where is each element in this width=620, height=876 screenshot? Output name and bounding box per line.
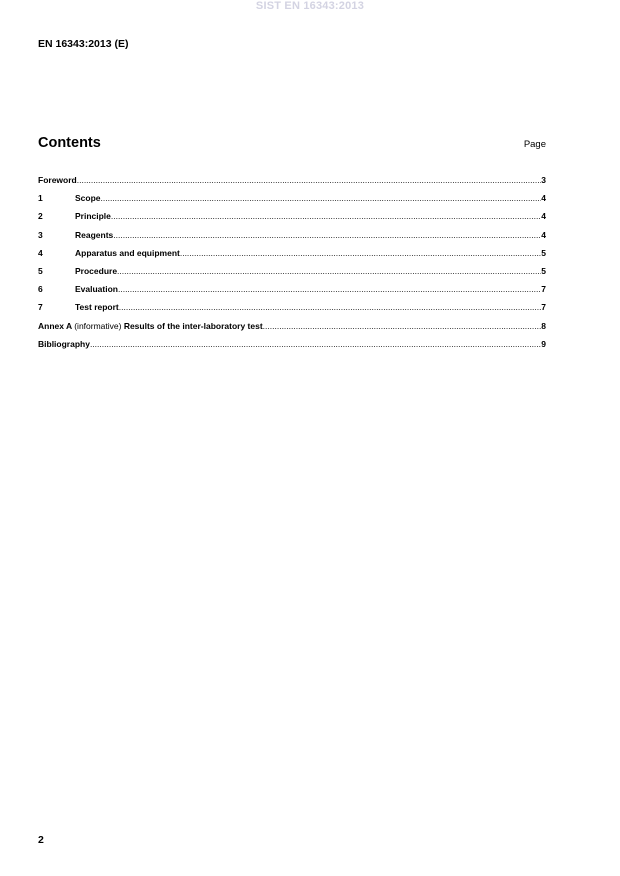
toc-entry-page: 4 bbox=[541, 193, 546, 204]
page-number: 2 bbox=[38, 834, 44, 846]
annex-title: Results of the inter-laboratory test bbox=[123, 320, 263, 331]
toc-entry-title: Test report bbox=[75, 302, 119, 313]
toc-entry-reagents[interactable] bbox=[38, 230, 546, 248]
toc-entry-title: Principle bbox=[75, 211, 111, 222]
annex-note: (informative) bbox=[74, 320, 124, 331]
toc-entry-apparatus[interactable] bbox=[38, 248, 546, 266]
annex-prefix: Annex A bbox=[38, 320, 75, 331]
toc-entry-number: 4 bbox=[38, 247, 43, 258]
toc-entry-page: 7 bbox=[541, 302, 546, 313]
toc-entry-number: 3 bbox=[38, 229, 43, 240]
dot-leader bbox=[263, 321, 542, 331]
toc-entry-scope[interactable] bbox=[38, 193, 546, 211]
toc-entry-title: Evaluation bbox=[75, 284, 118, 295]
document-id: EN 16343:2013 (E) bbox=[38, 38, 129, 50]
toc-entry-bibliography[interactable] bbox=[38, 339, 546, 357]
toc-entry-principle[interactable] bbox=[38, 211, 546, 229]
toc-entry-title: Foreword bbox=[38, 175, 77, 185]
toc-entry-page: 8 bbox=[541, 320, 546, 331]
dot-leader bbox=[180, 248, 541, 258]
toc-entry-number: 2 bbox=[38, 211, 43, 222]
dot-leader bbox=[119, 302, 541, 312]
toc-entry-title: Procedure bbox=[75, 265, 118, 276]
contents-heading: Contents bbox=[38, 135, 101, 151]
toc-entry-page: 5 bbox=[541, 247, 546, 258]
dot-leader bbox=[90, 339, 541, 349]
toc-entry-annex-a[interactable] bbox=[38, 321, 546, 339]
toc-entry-number: 7 bbox=[38, 302, 43, 313]
toc-entry-foreword[interactable] bbox=[38, 175, 546, 193]
toc-entry-number: 5 bbox=[38, 265, 43, 276]
toc-entry-page: 7 bbox=[541, 284, 546, 295]
dot-leader bbox=[118, 284, 541, 294]
toc-entry-page: 4 bbox=[541, 211, 546, 222]
toc-entry-title: Bibliography bbox=[38, 338, 90, 349]
toc-entry-procedure[interactable] bbox=[38, 266, 546, 284]
toc-entry-title: Apparatus and equipment bbox=[75, 247, 180, 258]
watermark: SIST EN 16343:2013 bbox=[255, 0, 365, 12]
toc-entry-page: 4 bbox=[541, 229, 546, 240]
toc-entry-page: 5 bbox=[541, 265, 546, 276]
dot-leader bbox=[117, 266, 541, 276]
dot-leader bbox=[113, 230, 541, 240]
toc-entry-evaluation[interactable] bbox=[38, 284, 546, 302]
table-of-contents bbox=[38, 175, 546, 357]
toc-entry-test-report[interactable] bbox=[38, 302, 546, 320]
toc-entry-page: 9 bbox=[541, 338, 546, 349]
dot-leader bbox=[101, 193, 542, 203]
toc-entry-title: Scope bbox=[75, 193, 101, 204]
dot-leader bbox=[111, 211, 541, 221]
toc-entry-page: 3 bbox=[541, 175, 546, 185]
toc-entry-title: Reagents bbox=[75, 229, 114, 240]
toc-entry-number: 1 bbox=[38, 193, 43, 204]
toc-entry-title bbox=[38, 321, 263, 331]
toc-entry-number: 6 bbox=[38, 284, 43, 295]
dot-leader bbox=[77, 175, 542, 185]
page-column-label: Page bbox=[523, 139, 546, 150]
